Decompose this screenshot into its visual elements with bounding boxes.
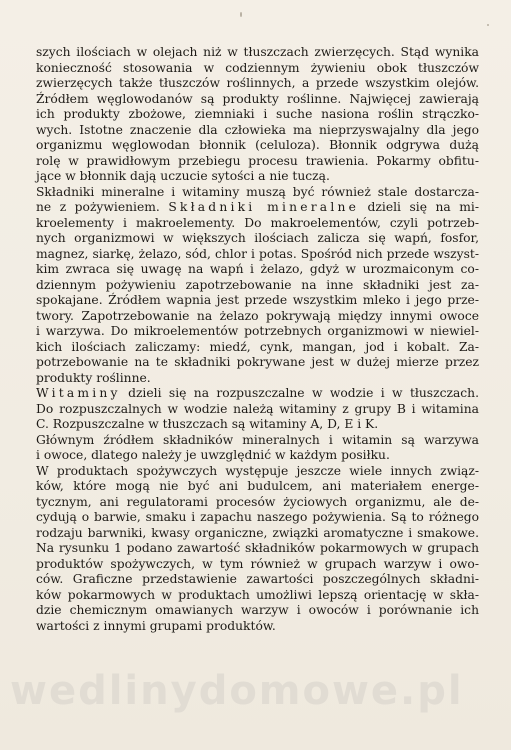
text-line: Do rozpuszczalnych w wodzie należą witaminy z grupy B i witamina xyxy=(36,401,479,416)
text-line: Źródłem węglowodanów są produkty roślinne. Najwięcej zawierają xyxy=(36,91,479,106)
paper-speck xyxy=(240,12,242,17)
text-line: tycznym, ani regulatorami procesów życiowych organizmu, ale de- xyxy=(36,494,479,509)
text-line: twory. Zapotrzebowanie na żelazo pokrywają między innymi owoce xyxy=(36,308,479,323)
text-line: kroelementy i makroelementy. Do makroelementów, czyli potrzeb- xyxy=(36,215,479,230)
text-line: W produktach spożywczych występuje jeszcze wiele innych związ- xyxy=(36,463,479,478)
text-line: wych. Istotne znaczenie dla człowieka ma nieprzyswajalny dla jego xyxy=(36,122,479,137)
text-line: produkty roślinne. xyxy=(36,370,151,385)
text-line: zwierzęcych także tłuszczów roślinnych, a przede wszystkim olejów. xyxy=(36,76,479,90)
text-line: Witaminy dzieli się na rozpuszczalne w wodzie i w tłuszczach. xyxy=(36,386,479,400)
text-line: dzie chemicznym omawianych warzyw i owoców i porównanie ich xyxy=(36,603,479,617)
text-line: C. Rozpuszczalne w tłuszczach są witaminy A, D, E i K. xyxy=(36,417,379,431)
text-line: i owoce, dlatego należy je uwzględnić w każdym posiłku. xyxy=(36,448,390,462)
text-line: konieczność stosowania w codziennym żywieniu obok tłuszczów xyxy=(36,60,479,75)
text-line: potrzebowanie na te składniki pokrywane jest w dużej mierze przez xyxy=(36,355,479,369)
text-line: nych organizmowi w większych ilościach zalicza się wapń, fosfor, xyxy=(36,231,479,245)
text-line: ne z pożywieniem. Składniki mineralne dzieli się na mi- xyxy=(36,200,479,214)
paper-speck xyxy=(487,24,489,26)
text-line: ków pokarmowych w produktach umożliwi lepszą orientację w skła- xyxy=(36,587,479,602)
text-line: kim zwraca się uwagę na wapń i żelazo, gdyż w urozmaiconym co- xyxy=(36,262,479,276)
text-line: Głównym źródłem składników mineralnych i witamin są warzywa xyxy=(36,432,479,447)
text-line: jące w błonnik dają uczucie sytości a nie tuczą. xyxy=(36,169,330,183)
text-line: organizmu węglowodan błonnik (celuloza). Błonnik odgrywa dużą xyxy=(36,138,479,152)
text-line: ków, które mogą nie być ani budulcem, ani materiałem energe- xyxy=(36,479,479,493)
text-line: Składniki mineralne i witaminy muszą być również stale dostarcza- xyxy=(36,184,479,199)
watermark: wedlinydomowe.pl xyxy=(10,668,464,714)
body-text xyxy=(36,45,479,634)
text-line: dziennym pożywieniu zapotrzebowanie na inne składniki jest za- xyxy=(36,277,479,292)
text-line: produktów spożywczych, w tym również w grupach warzyw i owo- xyxy=(36,556,479,571)
text-line: szych ilościach w olejach niż w tłuszczach zwierzęcych. Stąd wynika xyxy=(36,45,479,59)
text-line: wartości z innymi grupami produktów. xyxy=(36,618,276,633)
text-line: ich produkty zbożowe, ziemniaki i suche nasiona roślin strączko- xyxy=(36,107,479,121)
text-line: i warzywa. Do mikroelementów potrzebnych organizmowi w niewiel- xyxy=(36,324,479,338)
text-line: Na rysunku 1 podano zawartość składników pokarmowych w grupach xyxy=(36,541,479,555)
text-line: spokajane. Źródłem wapnia jest przede wszystkim mleko i jego prze- xyxy=(36,293,479,307)
text-line: cydują o barwie, smaku i zapachu naszego pożywienia. Są to różnego xyxy=(36,510,479,524)
text-line: magnez, siarkę, żelazo, sód, chlor i potas. Spośród nich przede wszyst- xyxy=(36,246,479,261)
text-line: rodzaju barwniki, kwasy organiczne, związki aromatyczne i smakowe. xyxy=(36,525,479,540)
text-line: kich ilościach zaliczamy: miedź, cynk, mangan, jod i kobalt. Za- xyxy=(36,339,479,354)
text-line: ców. Graficzne przedstawienie zawartości poszczególnych składni- xyxy=(36,572,479,586)
text-line: rolę w prawidłowym przebiegu procesu trawienia. Pokarmy obfitu- xyxy=(36,153,479,168)
